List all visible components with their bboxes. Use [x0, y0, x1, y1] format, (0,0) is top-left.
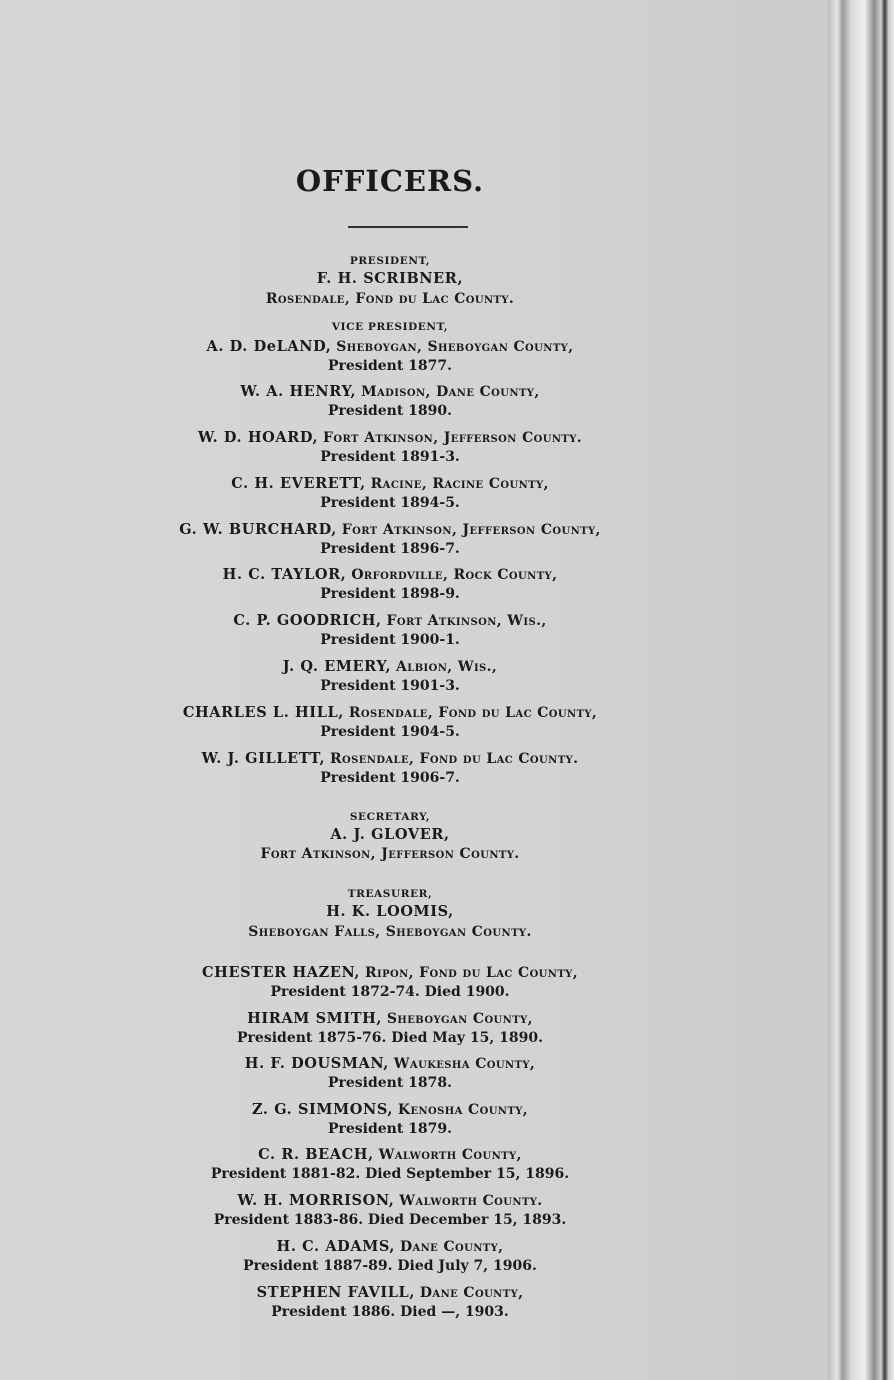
treasurer-name: H. K. LOOMIS, [326, 903, 454, 920]
president-label: PRESIDENT, [349, 255, 431, 267]
former-entry [100, 1101, 680, 1119]
officer-place: Orfordville, Rock County, [351, 567, 558, 583]
former-name: H. F. DOUSMAN, [244, 1055, 389, 1072]
former-name: HIRAM SMITH, [247, 1010, 383, 1027]
former-place: Walworth County. [399, 1193, 543, 1209]
former-note: President 1878. [327, 1075, 453, 1091]
officer-note: President 1898-9. [320, 586, 460, 602]
officer-name: H. C. TAYLOR, [222, 566, 347, 583]
former-entry [100, 1284, 680, 1302]
officer-note: President 1904-5. [320, 724, 460, 740]
officer-name: J. Q. EMERY, [282, 658, 392, 675]
officer-name: C. H. EVERETT, [231, 475, 366, 492]
officer-entry [100, 475, 680, 493]
officer-name: W. J. GILLETT, [201, 750, 326, 767]
officer-place: Fort Atkinson, Jefferson County. [323, 430, 583, 446]
president-place: Rosendale, Fond du Lac County. [265, 291, 515, 307]
vice-president-note: President 1877. [327, 358, 453, 374]
officer-place: Rosendale, Fond du Lac County, [348, 705, 598, 721]
former-note: President 1875-76. Died May 15, 1890. [237, 1030, 543, 1046]
former-entry [100, 1146, 680, 1164]
former-place: Sheboygan County, [386, 1011, 533, 1027]
officer-entry [100, 750, 680, 768]
former-name: Z. G. SIMMONS, [251, 1101, 394, 1118]
officer-name: CHARLES L. HILL, [182, 704, 344, 721]
officer-place: Madison, Dane County, [361, 384, 540, 400]
officer-entry [100, 658, 680, 676]
secretary-label: SECRETARY, [349, 811, 431, 823]
secretary-name: A. J. GLOVER, [330, 826, 450, 843]
vice-president-place: Sheboygan, Sheboygan County, [336, 339, 574, 355]
former-name: C. R. BEACH, [258, 1146, 374, 1163]
former-place: Waukesha County, [393, 1056, 536, 1072]
former-place: Ripon, Fond du Lac County, [364, 965, 578, 981]
officer-name: G. W. BURCHARD, [179, 521, 337, 538]
former-place: Kenosha County, [397, 1102, 529, 1118]
officer-name: C. P. GOODRICH, [233, 612, 382, 629]
secretary-place: Fort Atkinson, Jefferson County. [260, 846, 520, 862]
officer-entry [100, 704, 680, 722]
officer-note: President 1894-5. [320, 495, 460, 511]
officer-place: Racine, Racine County, [370, 476, 549, 492]
title-divider [348, 226, 468, 228]
former-place: Walworth County, [378, 1147, 522, 1163]
former-entry [100, 1055, 680, 1073]
former-entry [100, 964, 680, 982]
former-note: President 1879. [327, 1121, 453, 1137]
officer-name: W. A. HENRY, [240, 383, 357, 400]
former-note: President 1887-89. Died July 7, 1906. [243, 1258, 537, 1274]
former-name: STEPHEN FAVILL, [256, 1284, 415, 1301]
former-name: CHESTER HAZEN, [202, 964, 361, 981]
former-note: President 1881-82. Died September 15, 1896. [210, 1166, 570, 1182]
former-place: Dane County, [419, 1285, 524, 1301]
vice-president-entry [100, 338, 680, 356]
officer-entry [100, 566, 680, 584]
president-name: F. H. SCRIBNER, [316, 270, 464, 287]
officer-entry [100, 383, 680, 401]
treasurer-place: Sheboygan Falls, Sheboygan County. [248, 924, 532, 940]
former-note: President 1886. Died —, 1903. [271, 1304, 509, 1320]
former-entry [100, 1192, 680, 1210]
former-name: H. C. ADAMS, [276, 1238, 396, 1255]
former-note: President 1883-86. Died December 15, 1893. [213, 1212, 567, 1228]
officer-place: Rosendale, Fond du Lac County. [329, 751, 579, 767]
former-note: President 1872-74. Died 1900. [270, 984, 510, 1000]
officer-name: W. D. HOARD, [197, 429, 319, 446]
officer-entry [100, 521, 680, 539]
officer-place: Fort Atkinson, Wis., [386, 613, 547, 629]
officer-note: President 1891-3. [320, 449, 460, 465]
officer-note: President 1890. [327, 403, 453, 419]
officer-note: President 1896-7. [320, 541, 460, 557]
officer-entry [100, 429, 680, 447]
officer-note: President 1906-7. [320, 770, 460, 786]
officer-note: President 1900-1. [320, 632, 460, 648]
officer-place: Albion, Wis., [396, 659, 498, 675]
officer-note: President 1901-3. [320, 678, 460, 694]
vice-president-name: A. D. DeLAND, [206, 338, 332, 355]
page-title: OFFICERS. [295, 164, 485, 198]
former-name: W. H. MORRISON, [237, 1192, 395, 1209]
former-place: Dane County, [399, 1239, 504, 1255]
book-binding-edge [828, 0, 894, 1380]
officer-entry [100, 612, 680, 630]
vice-president-label: VICE PRESIDENT, [331, 321, 449, 333]
treasurer-label: TREASURER, [347, 888, 433, 900]
officer-place: Fort Atkinson, Jefferson County, [341, 522, 601, 538]
former-entry [100, 1238, 680, 1256]
former-entry [100, 1010, 680, 1028]
